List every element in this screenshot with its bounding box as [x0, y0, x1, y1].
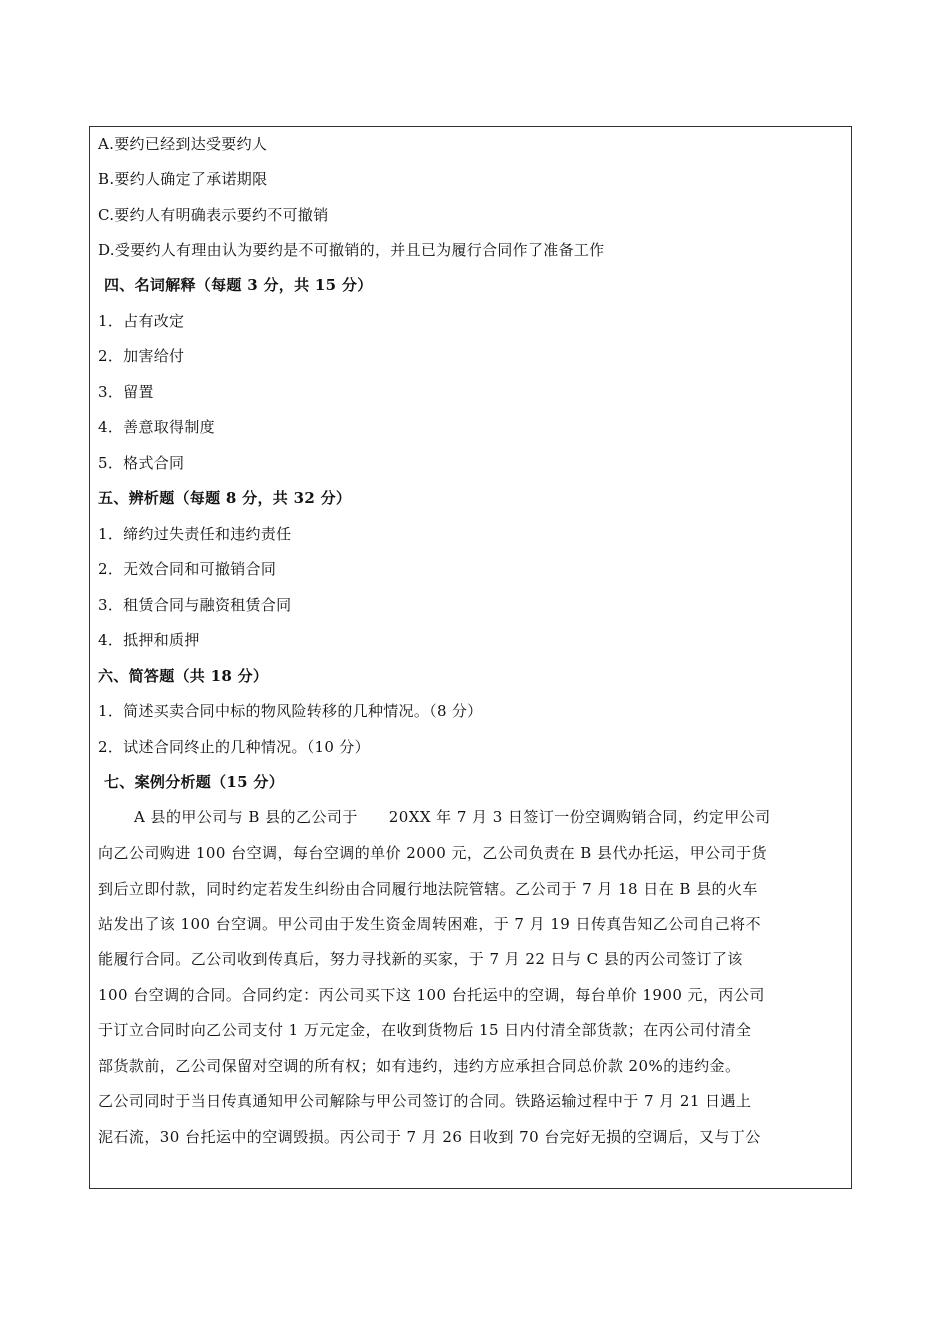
option-c: C.要约人有明确表示要约不可撤销 [98, 206, 329, 224]
list-item: 4．善意取得制度 [98, 418, 215, 436]
list-item: 3．租赁合同与融资租赁合同 [98, 596, 292, 614]
option-a: A.要约已经到达受要约人 [98, 135, 268, 153]
case-paragraph-line: 乙公司同时于当日传真通知甲公司解除与甲公司签订的合同。铁路运输过程中于 7 月 21 日遇上 [98, 1092, 752, 1110]
section-heading-short-answer: 六、简答题（共 18 分） [98, 667, 269, 685]
section-heading-discrimination: 五、辨析题（每题 8 分，共 32 分） [98, 489, 352, 507]
case-paragraph-line: A 县的甲公司与 B 县的乙公司于 20XX 年 7 月 3 日签订一份空调购销合同，约定甲公司 [134, 808, 771, 826]
case-paragraph-line: 部货款前，乙公司保留对空调的所有权；如有违约，违约方应承担合同总价款 20%的违约金。 [98, 1057, 741, 1075]
document-table-cell [89, 126, 852, 1189]
list-item: 1．占有改定 [98, 312, 185, 330]
list-item: 2．加害给付 [98, 347, 185, 365]
case-paragraph-line: 于订立合同时向乙公司支付 1 万元定金，在收到货物后 15 日内付清全部货款；在丙公司付清全 [98, 1021, 752, 1039]
case-paragraph-line: 向乙公司购进 100 台空调，每台空调的单价 2000 元，乙公司负责在 B 县代办托运，甲公司于货 [98, 844, 767, 862]
case-paragraph-line: 能履行合同。乙公司收到传真后，努力寻找新的买家，于 7 月 22 日与 C 县的丙公司签订了该 [98, 950, 743, 968]
option-d: D.受要约人有理由认为要约是不可撤销的，并且已为履行合同作了准备工作 [98, 241, 605, 259]
list-item: 2．无效合同和可撤销合同 [98, 560, 277, 578]
list-item: 5．格式合同 [98, 454, 185, 472]
case-paragraph-line: 100 台空调的合同。合同约定：丙公司买下这 100 台托运中的空调，每台单价 1900 元，丙公司 [98, 986, 765, 1004]
list-item: 3．留置 [98, 383, 154, 401]
list-item: 1．简述买卖合同中标的物风险转移的几种情况。（8 分） [98, 702, 483, 720]
case-paragraph-line: 站发出了该 100 台空调。甲公司由于发生资金周转困难，于 7 月 19 日传真告知乙公司自己将不 [98, 915, 761, 933]
list-item: 1．缔约过失责任和违约责任 [98, 525, 292, 543]
section-heading-definitions: 四、名词解释（每题 3 分，共 15 分） [104, 276, 373, 294]
list-item: 4．抵押和质押 [98, 631, 200, 649]
case-paragraph-line: 泥石流，30 台托运中的空调毁损。丙公司于 7 月 26 日收到 70 台完好无损的空调后，又与丁公 [98, 1128, 761, 1146]
case-paragraph-line: 到后立即付款，同时约定若发生纠纷由合同履行地法院管辖。乙公司于 7 月 18 日在 B 县的火车 [98, 880, 758, 898]
list-item: 2．试述合同终止的几种情况。（10 分） [98, 738, 370, 756]
option-b: B.要约人确定了承诺期限 [98, 170, 268, 188]
section-heading-case-analysis: 七、案例分析题（15 分） [104, 773, 284, 791]
